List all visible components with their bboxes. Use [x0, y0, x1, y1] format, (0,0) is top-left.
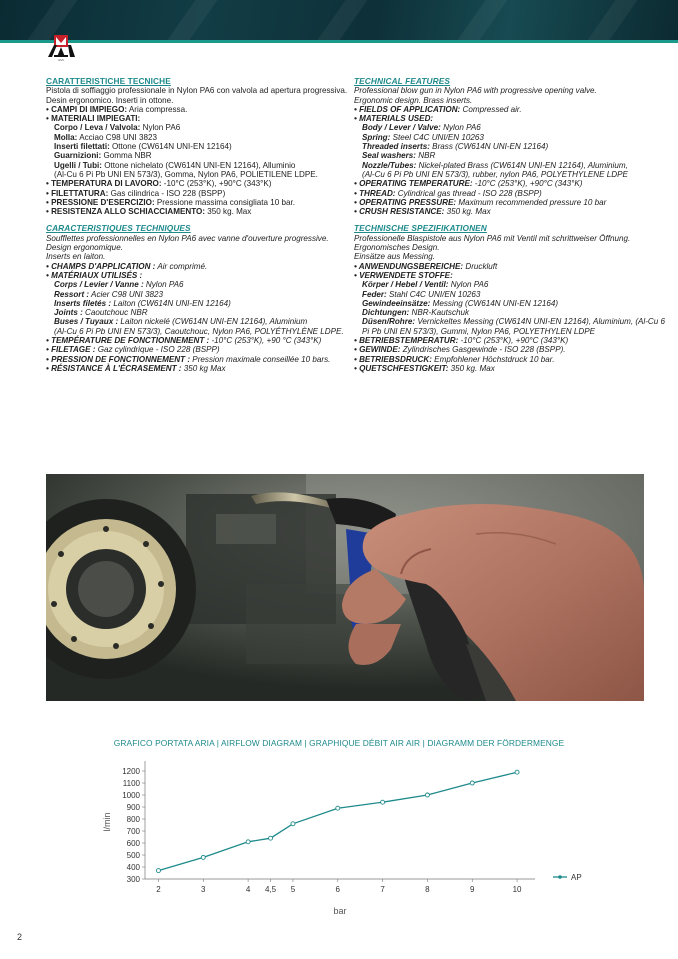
x-tick-label: 9 — [470, 885, 475, 894]
spec-bullet: • RÉSISTANCE À L'ÉCRASEMENT : 350 kg Max — [46, 363, 226, 373]
header-band — [0, 0, 678, 40]
spec-sub-item: Buses / Tuyaux : Laiton nickelé (CW614N UNI-EN 12164), Aluminium — [54, 317, 308, 327]
intro-line: Soufflettes professionnelles en Nylon PA6 avec vanne d'ouverture progressive. — [46, 233, 329, 243]
spec-bullet: • TEMPÉRATURE DE FONCTIONNEMENT : -10°C (253°K), +90 °C (343°K) — [46, 336, 322, 346]
spec-sub-item: Joints : Caoutchouc NBR — [54, 308, 148, 318]
spec-sub-item: Molla: Acciao C98 UNI 3823 — [54, 132, 158, 142]
spec-sub-item: Guarnizioni: Gomma NBR — [54, 151, 152, 161]
spec-bullet: • CAMPI DI IMPIEGO: Aria compressa. — [46, 104, 188, 114]
spec-sub-item: Inserts filetés : Laiton (CW614N UNI-EN 12164) — [54, 298, 231, 308]
spec-bullet: • MATERIALS USED: — [354, 114, 434, 124]
specs-de — [354, 223, 666, 373]
spec-sub-item: Body / Lever / Valve: Nylon PA6 — [362, 123, 481, 133]
y-tick-label: 300 — [126, 875, 140, 884]
intro-line: Professionelle Blaspistole aus Nylon PA6 mit Ventil mit schrittweiser Öffnung. — [354, 233, 631, 243]
spec-bullet: • FILETTATURA: Gas cilindrica - ISO 228 (BSPP) — [46, 188, 226, 198]
spec-bullet: • CHAMPS D'APPLICATION : Air comprimé. — [46, 261, 208, 271]
brand-logo — [46, 35, 76, 63]
y-tick-label: 1100 — [122, 779, 140, 788]
specs-fr — [46, 224, 346, 373]
y-axis-label: l/min — [102, 812, 112, 832]
chart-title: GRAFICO PORTATA ARIA | AIRFLOW DIAGRAM | GRAPHIQUE DÉBIT AIR AIR | DIAGRAMM DER FÖRDERMENGE — [113, 738, 565, 748]
y-tick-label: 400 — [126, 863, 140, 872]
x-tick-label: 4 — [245, 885, 251, 894]
spec-sub-item-continued: (Al-Cu 6 Pi Pb UNI EN 573/3), rubber, nylon PA6, POLYETHYLENE LDPE — [362, 169, 628, 179]
data-point — [336, 806, 340, 810]
intro-line: Professional blow gun in Nylon PA6 with progressive opening valve. — [354, 86, 597, 96]
data-point — [246, 840, 250, 844]
spec-bullet: • MATÉRIAUX UTILISÉS : — [46, 270, 143, 280]
section-title-de: TECHNISCHE SPEZIFIKATIONEN — [354, 223, 487, 234]
data-point — [156, 869, 160, 873]
product-photo — [46, 474, 644, 701]
intro-line: Ergonomic design. Brass inserts. — [354, 95, 473, 105]
x-tick-label: 6 — [335, 885, 340, 894]
spec-bullet: • OPERATING PRESSURE: Maximum recommended pressure 10 bar — [354, 197, 607, 207]
spec-bullet: • QUETSCHFESTIGKEIT: 350 kg. Max — [354, 363, 495, 373]
x-tick-label: 3 — [201, 885, 206, 894]
y-tick-label: 1000 — [122, 791, 140, 800]
section-title-it: CARATTERISTICHE TECNICHE — [46, 76, 171, 86]
intro-line: Pistola di soffiaggio professionale in Nylon PA6 con valvola ad apertura progressiva. — [46, 86, 348, 96]
spec-bullet: • FIELDS OF APPLICATION: Compressed air. — [354, 104, 522, 114]
spec-bullet: • MATERIALI IMPIEGATI: — [46, 114, 141, 124]
data-point — [470, 781, 474, 785]
y-tick-label: 500 — [126, 851, 140, 860]
y-tick-label: 600 — [126, 839, 140, 848]
spec-bullet: • OPERATING TEMPERATURE: -10°C (253°K), +90°C (343°K) — [354, 179, 583, 189]
legend-label: AP — [571, 873, 582, 882]
data-point — [291, 822, 295, 826]
intro-line: Ergonomisches Design. — [354, 243, 440, 253]
y-tick-label: 700 — [126, 827, 140, 836]
spec-bullet: • GEWINDE: Zylindrisches Gasgewinde - ISO 228 (BSPP). — [354, 345, 566, 355]
y-tick-label: 800 — [126, 815, 140, 824]
chart-axes — [145, 761, 535, 879]
x-axis-label: bar — [333, 906, 347, 916]
intro-line: Desin ergonomico. Inserti in ottone. — [46, 95, 174, 105]
data-point — [381, 800, 385, 804]
right-column — [354, 76, 666, 381]
data-point — [515, 770, 519, 774]
spec-sub-item-continued: (Al-Cu 6 Pi Pb UNI EN 573/3), Gomma, Nylon PA6, POLIETILENE LDPE. — [54, 169, 318, 179]
legend-marker — [558, 875, 562, 879]
spec-bullet: • BETRIEBSTEMPERATUR: -10°C (253°K), +90°C (343°K) — [354, 336, 569, 346]
series-line-ap — [158, 772, 517, 870]
intro-line: Design ergonomique. — [46, 243, 123, 253]
chart-series — [156, 770, 519, 872]
chart-legend — [553, 873, 582, 882]
intro-line: Inserts en laiton. — [46, 252, 106, 262]
spec-bullet: • ANWENDUNGSBEREICHE: Druckluft — [354, 261, 498, 271]
spec-bullet: • BETRIEBSDRUCK: Empfohlener Höchstdruck 10 bar. — [354, 354, 555, 364]
x-tick-label: 2 — [156, 885, 161, 894]
spec-sub-item: Körper / Hebel / Ventil: Nylon PA6 — [362, 280, 489, 290]
spec-sub-item: Inserti filettati: Ottone (CW614N UNI-EN 12164) — [54, 142, 232, 152]
spec-bullet: • RESISTENZA ALLO SCHIACCIAMENTO: 350 kg. Max — [46, 207, 252, 217]
data-point — [269, 836, 273, 840]
section-title-fr: CARACTERISTIQUES TECHNIQUES — [46, 223, 191, 234]
spec-bullet: • THREAD: Cylindrical gas thread - ISO 228 (BSPP) — [354, 188, 542, 198]
spec-sub-item: Düsen/Rohre: Vernickeltes Messing (CW614N UNI-EN 12164), Aluminium, (Al-Cu 6 — [362, 317, 666, 327]
spec-sub-item: Ugelli / Tubi: Ottone nichelato (CW614N UNI-EN 12164), Alluminio — [54, 160, 296, 170]
x-tick-label: 8 — [425, 885, 430, 894]
spec-bullet: • PRESSIONE D'ESERCIZIO: Pressione massima consigliata 10 bar. — [46, 197, 296, 207]
header-accent-line — [0, 40, 678, 43]
spec-sub-item: Corpo / Leva / Valvola: Nylon PA6 — [54, 123, 181, 133]
specs-en — [354, 77, 654, 216]
data-point — [425, 793, 429, 797]
spec-sub-item: Nozzle/Tubes: Nickel-plated Brass (CW614N UNI-EN 12164), Aluminium, — [362, 160, 628, 170]
spec-sub-item: Ressort : Acier C98 UNI 3823 — [54, 289, 164, 299]
data-point — [201, 855, 205, 859]
y-tick-label: 1200 — [122, 767, 140, 776]
spec-sub-item: Feder: Stahl C4C UNI/EN 10263 — [362, 289, 481, 299]
specs-it — [46, 77, 346, 216]
spec-sub-item: Dichtungen: NBR-Kautschuk — [362, 308, 470, 318]
spec-sub-item: Corps / Levier / Vanne : Nylon PA6 — [54, 280, 184, 290]
logo-tagline: AMI — [58, 58, 64, 62]
y-tick-label: 900 — [126, 803, 140, 812]
section-title-en: TECHNICAL FEATURES — [354, 76, 450, 86]
spec-sub-item: Gewindeeinsätze: Messing (CW614N UNI-EN 12164) — [362, 298, 559, 308]
x-tick-label: 7 — [380, 885, 385, 894]
x-tick-label: 10 — [512, 885, 522, 894]
spec-sub-item: Spring: Steel C4C UNI/EN 10263 — [362, 132, 484, 142]
spec-sub-item: Threaded inserts: Brass (CW614N UNI-EN 12164) — [362, 142, 549, 152]
spec-bullet: • FILETAGE : Gaz cylindrique - ISO 228 (BSPP) — [46, 345, 220, 355]
intro-line: Einsätze aus Messing. — [354, 252, 435, 262]
spec-bullet: • PRESSION DE FONCTIONNEMENT : Pression maximale conseillée 10 bars. — [46, 354, 331, 364]
x-tick-label: 5 — [290, 885, 296, 894]
page-number: 2 — [17, 932, 23, 942]
spec-bullet: • VERWENDETE STOFFE: — [354, 270, 453, 280]
left-column — [46, 77, 346, 381]
spec-bullet: • CRUSH RESISTANCE: 350 kg. Max — [354, 207, 491, 217]
spec-sub-item: Seal washers: NBR — [362, 151, 436, 161]
spec-sub-item-continued: Pi Pb UNI EN 573/3), Gummi, Nylon PA6, POLYETHYLEN LDPE — [362, 326, 596, 336]
x-tick-label: 4,5 — [264, 885, 277, 894]
spec-sub-item-continued: (Al-Cu 6 Pi Pb UNI EN 573/3), Caoutchouc, Nylon PA6, POLYÉTHYLÈNE LDPE. — [54, 326, 344, 336]
airflow-chart — [90, 755, 610, 920]
spec-bullet: • TEMPERATURA DI LAVORO: -10°C (253°K), +90°C (343°K) — [46, 179, 272, 189]
